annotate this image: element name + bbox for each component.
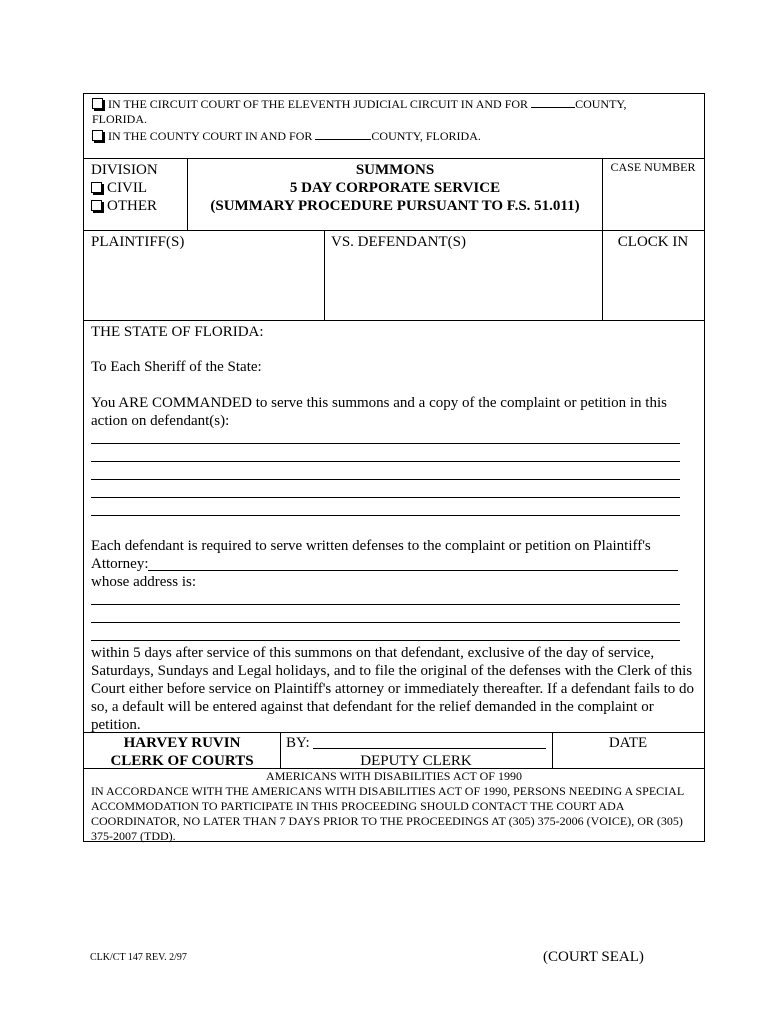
- circuit-florida-label: FLORIDA.: [92, 112, 148, 126]
- defendant-line-1[interactable]: [91, 443, 680, 444]
- division-section: [91, 161, 158, 215]
- ada-notice: IN ACCORDANCE WITH THE AMERICANS WITH DISABILITIES ACT OF 1990, PERSONS NEEDING A SPECIAL ACCOMMODATION TO PARTICIPATE IN THIS PROCEEDING SHOULD CONTACT THE COURT ADA COORDINATOR, NO LATER THAN 7 DAYS PRIOR TO THE PROCEEDINGS AT (305) 375-2006 (VOICE), OR (305) 375-2007 (TDD).: [91, 784, 684, 843]
- date-label: DATE: [608, 735, 648, 751]
- attorney-label: Attorney:: [91, 556, 149, 572]
- other-checkbox[interactable]: [91, 200, 102, 211]
- county-court-blank[interactable]: [315, 139, 371, 140]
- circuit-court-text: IN THE CIRCUIT COURT OF THE ELEVENTH JUDICIAL CIRCUIT IN AND FOR: [108, 97, 529, 111]
- county-court-line: [92, 129, 698, 144]
- circuit-court-checkbox[interactable]: [92, 98, 103, 109]
- other-label: OTHER: [107, 198, 157, 214]
- signature-line[interactable]: [313, 748, 546, 749]
- address-label: whose address is:: [91, 574, 196, 590]
- deputy-clerk-label: DEPUTY CLERK: [360, 753, 472, 769]
- clerk-name: HARVEY RUVIN: [123, 735, 241, 751]
- by-label: BY:: [286, 735, 310, 751]
- defendant-line-3[interactable]: [91, 479, 680, 480]
- court-seal-label: (COURT SEAL): [543, 949, 644, 965]
- attorney-line[interactable]: [148, 570, 678, 571]
- summons-title: [188, 161, 602, 215]
- address-line-1[interactable]: [91, 604, 680, 605]
- divider: [84, 158, 704, 159]
- county-court-checkbox[interactable]: [92, 130, 103, 141]
- divider: [84, 732, 704, 733]
- title-corporate-service: 5 DAY CORPORATE SERVICE: [289, 180, 501, 196]
- within-paragraph: within 5 days after service of this summons on that defendant, exclusive of the day of service, Saturdays, Sundays and Legal holidays, and to file the original of the defenses with the Clerk of this Court either before service on Plaintiff's attorney or immediately thereafter. If a defendant fails to do so, a default will be entered against that defendant for the relief demanded in the complaint or petition.: [91, 645, 695, 733]
- state-of-florida: THE STATE OF FLORIDA:: [91, 324, 264, 340]
- circuit-court-line: [92, 97, 698, 127]
- civil-label: CIVIL: [107, 180, 147, 196]
- clerk-block: [84, 734, 280, 770]
- county-court-suffix: COUNTY, FLORIDA.: [371, 129, 481, 143]
- divider: [324, 230, 325, 320]
- clock-in-label: CLOCK IN: [617, 234, 689, 250]
- division-label: DIVISION: [91, 162, 158, 178]
- defendant-line-5[interactable]: [91, 515, 680, 516]
- defendant-line-4[interactable]: [91, 497, 680, 498]
- plaintiff-label: PLAINTIFF(S): [91, 234, 185, 250]
- county-court-text: IN THE COUNTY COURT IN AND FOR: [108, 129, 313, 143]
- title-summons: SUMMONS: [355, 162, 435, 178]
- case-number-label: CASE NUMBER: [610, 160, 696, 174]
- defenses-paragraph: Each defendant is required to serve written defenses to the complaint or petition on Plaintiff's: [91, 538, 651, 554]
- circuit-county-blank[interactable]: [531, 107, 575, 108]
- address-line-3[interactable]: [91, 640, 680, 641]
- divider: [84, 320, 704, 321]
- civil-checkbox[interactable]: [91, 182, 102, 193]
- form-id: CLK/CT 147 REV. 2/97: [90, 952, 187, 963]
- clerk-title: CLERK OF COURTS: [110, 753, 254, 769]
- address-line-2[interactable]: [91, 622, 680, 623]
- defendant-label: VS. DEFENDANT(S): [331, 234, 466, 250]
- circuit-county-label: COUNTY,: [575, 97, 627, 111]
- divider: [84, 230, 704, 231]
- title-summary-procedure: (SUMMARY PROCEDURE PURSUANT TO F.S. 51.011): [210, 198, 580, 214]
- ada-title: AMERICANS WITH DISABILITIES ACT OF 1990: [266, 769, 522, 783]
- summons-form: [83, 93, 705, 842]
- defendant-line-2[interactable]: [91, 461, 680, 462]
- sheriff-line: To Each Sheriff of the State:: [91, 359, 262, 375]
- command-paragraph: You ARE COMMANDED to serve this summons and a copy of the complaint or petition in this action on defendant(s):: [91, 395, 667, 429]
